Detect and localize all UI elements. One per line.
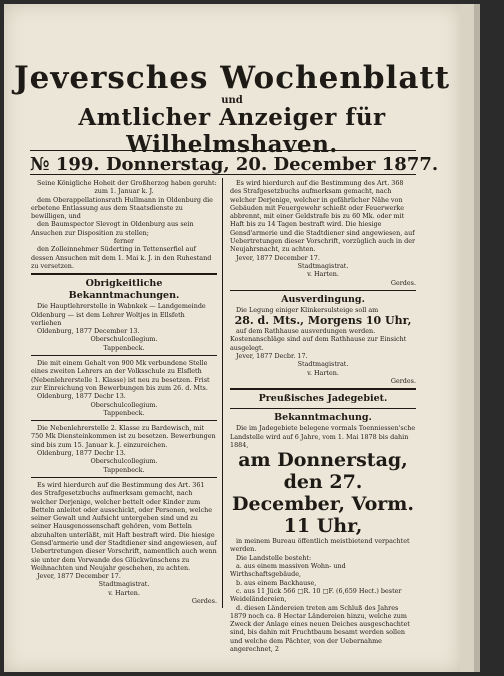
notice-6-lead: Die Legung einiger Klinkersulsteige soll am bbox=[236, 305, 379, 314]
right-column bbox=[230, 179, 416, 653]
notice-1-authority: Oberschulcollegium. bbox=[90, 335, 158, 344]
notice-7-lead: Die im Jadegebiete belegene vormals Toenniessen'sche Landstelle wird auf 6 Jahre, vom 1. Mai 1878 bis dahin 1884, bbox=[230, 424, 416, 449]
notice-1-body: Die Hauptlehrerstelle in Wabnkek — Landgemeinde Oldenburg — ist dem Lehrer Woltjes in Ellsfeth verliehen bbox=[31, 302, 206, 327]
notice-1-date: Oldenburg, 1877 December 13. bbox=[37, 327, 140, 336]
section-heading-official: Obrigkeitliche Bekanntmachungen. bbox=[68, 278, 180, 302]
appointment-date: zum 1. Januar k. J. bbox=[94, 187, 154, 196]
notice-3-body: Die Nebenlehrerstelle 2. Klasse zu Bardewisch, mit 750 Mk Diensteinkommen ist zu besetzen. Bewerbungen sind bis zum 15. Januar k. J. einzureichen. bbox=[31, 424, 216, 449]
notice-1-signature: Tappenbeck. bbox=[103, 343, 145, 352]
column-divider bbox=[222, 178, 223, 608]
masthead-subtitle: Amtlicher Anzeiger für Wilhelmshaven. bbox=[78, 104, 386, 158]
notice-4-name: v. Harten. bbox=[108, 588, 140, 597]
notice-4-authority: Stadtmagistrat. bbox=[98, 580, 150, 589]
notice-5-authority: Stadtmagistrat. bbox=[297, 261, 349, 270]
section-heading-tender: Ausverdingung. bbox=[281, 293, 365, 305]
newspaper-page bbox=[4, 4, 460, 672]
issue-line: № 199. Donnerstag, 20. December 1877. bbox=[30, 154, 439, 175]
issue-rule bbox=[30, 174, 416, 175]
notice-2-date: Oldenburg, 1877 Decbr 13. bbox=[37, 392, 126, 401]
notice-7-date-line-1: am Donnerstag, den 27. bbox=[238, 449, 408, 494]
notice-5-date: Jever, 1877 December 17. bbox=[236, 253, 320, 262]
notice-7-item-d: d. diesen Ländereien treten am Schluß des Jahres 1879 noch ca. 8 Hectar Ländereien hinzu, welche zum Zweck der Anlage eines neuen Deiches ausgeschachtet sind, bis dahin mit Fruchtbaum besamt werden sollen und welche dem Pächter, von der Uebernahme angerechnet, 2 bbox=[230, 603, 410, 653]
section-heading-announcement: Bekanntmachung. bbox=[274, 412, 372, 424]
notice-3-date: Oldenburg, 1877 Decbr 13. bbox=[37, 449, 126, 458]
notice-3-signature: Tappenbeck. bbox=[103, 465, 145, 474]
notice-5-body: Es wird hierdurch auf die Bestimmung des Art. 368 des Strafgesetzbuchs aufmerksam gemacht, nach welcher Derjenige, welcher in gefährlicher Nähe von Gebäuden mit Feuergewehr schießt oder Feuerwerke abbrennt, mit einer Geldstrafe bis zu 60 Mk. oder mit Haft bis zu 14 Tagen bestraft wird. Die hiesige Gensd'armerie und die Stadtdiener sind angewiesen, auf Uebertretungen dieser Vorschrift, vorzüglich auch in der Neujahrsnacht, zu achten. bbox=[230, 179, 416, 254]
notice-5-signature: Gerdes. bbox=[390, 278, 416, 287]
intro-text: Seine Königliche Hoheit der Großherzog haben geruht: bbox=[37, 179, 217, 187]
notice-3-authority: Oberschulcollegium. bbox=[90, 457, 158, 466]
notice-rule bbox=[230, 290, 416, 291]
notice-rule bbox=[31, 355, 217, 356]
notice-2-body: Die mit einem Gehalt von 900 Mk verbundene Stelle eines zweiten Lehrers an der Volksschule zu Elsfleth (Nebenlehrerstelle 1. Klasse) ist neu zu besetzen. Frist zur Einreichung von Bewerbungen bis zum 26. d. Mts. bbox=[31, 359, 210, 392]
notice-6-authority: Stadtmagistrat. bbox=[297, 360, 349, 369]
appointment-third: den Zolleinnehmer Süderting in Tettenserfiel auf dessen Ansuchen mit dem 1. Mai k. J. in den Ruhestand zu versetzen. bbox=[31, 245, 212, 270]
page-edge bbox=[460, 4, 474, 672]
notice-7-item-b: b. aus einem Backhause, bbox=[236, 578, 317, 587]
notice-2-authority: Oberschulcollegium. bbox=[90, 400, 158, 409]
notice-7-item-a: a. aus einem massiven Wohn- und Wirthschaftsgebäude, bbox=[230, 562, 346, 579]
masthead-connector: und bbox=[221, 95, 243, 106]
notice-6-date: Jever, 1877 Decbr. 17. bbox=[236, 352, 308, 361]
notice-2-signature: Tappenbeck. bbox=[103, 408, 145, 417]
notice-5-name: v. Harten. bbox=[307, 270, 339, 279]
notice-rule bbox=[31, 420, 217, 421]
left-column bbox=[31, 179, 217, 605]
notice-7-body: in meinem Bureau öffentlich meistbietend verpachtet werden. bbox=[230, 537, 410, 554]
notice-4-date: Jever, 1877 December 17. bbox=[37, 572, 121, 581]
notice-rule bbox=[230, 408, 416, 409]
notice-4-body: Es wird hierdurch auf die Bestimmung des Art. 361 des Strafgesetzbuchs aufmerksam gemacht, nach welcher Derjenige, welcher bettelt oder Kinder zum Betteln anleitet oder ausschickt, oder Personen, welche seiner Gewalt und Aufsicht untergeben sind und zu seiner Hausgenossenschaft gehören, vom Betteln abzuhalten unterläßt, mit Haft bestraft wird. Die hiesige Gensd'armerie und der Stadtdiener sind angewiesen, auf Uebertretungen dieser Vorschrift, namentlich auch wenn sie unter dem Vorwande des Glückwünschens zu Weihnachten und Neujahr geschehen, zu achten. bbox=[31, 480, 217, 572]
appointment-ferner: ferner bbox=[113, 237, 135, 246]
notice-6-signature: Gerdes. bbox=[390, 376, 416, 385]
notice-rule bbox=[31, 477, 217, 478]
appointment-second: den Baumspector Slevogt in Oldenburg aus sein Ansuchen zur Disposition zu stellen; bbox=[31, 220, 194, 237]
section-rule bbox=[31, 273, 217, 275]
notice-4-signature: Gerdes. bbox=[191, 597, 217, 606]
top-rule bbox=[30, 150, 416, 151]
notice-6-body: auf dem Rathhause ausverdungen werden. Kostenanschläge sind auf dem Rathhause zur Einsicht ausgelegt. bbox=[230, 327, 407, 352]
masthead-title: Jeversches Wochenblatt bbox=[13, 60, 451, 96]
notice-6-datetime: 28. d. Mts., Morgens 10 Uhr, bbox=[234, 314, 412, 328]
appointment-body: dem Oberappellationsrath Hullmann in Oldenburg die erbetene Entlassung aus dem Staatsdienste zu bewilligen, und bbox=[31, 195, 213, 221]
notice-7-date-line-2: December, Vorm. 11 Uhr, bbox=[232, 493, 414, 538]
notice-6-name: v. Harten. bbox=[307, 368, 339, 377]
notice-7-item-c: c. aus 11 Jück 566 □R. 10 □F. (6,659 Hect.) bester Weideländereien, bbox=[230, 586, 402, 604]
notice-7-list-head: Die Landstelle besteht: bbox=[236, 553, 312, 562]
section-rule bbox=[230, 388, 416, 390]
page-edge-shadow bbox=[474, 4, 480, 672]
section-heading-jadegebiet: Preußisches Jadegebiet. bbox=[258, 393, 388, 405]
